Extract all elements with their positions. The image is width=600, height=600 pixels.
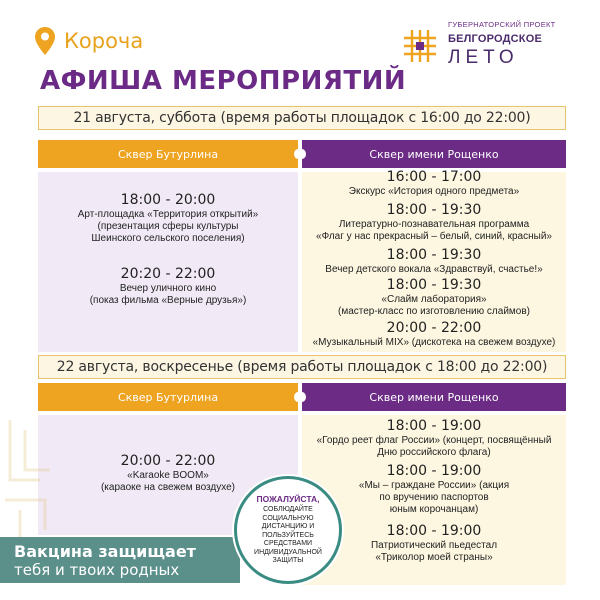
event-desc: (презентация сферы культуры (97, 221, 239, 232)
event-desc: «Музыкальный MIX» (дискотека на свежем воздухе) (312, 337, 556, 348)
logo-bottom-text: ЛЕТО (448, 47, 519, 68)
logo-mid-text: БЕЛГОРОДСКОЕ (448, 33, 542, 45)
event-time: 20:20 - 22:00 (120, 266, 216, 282)
vaccine-banner (0, 537, 240, 583)
city-label (34, 26, 143, 56)
event-desc: Шеинского сельского поселения) (91, 233, 245, 244)
event-desc: (мастер-класс по изготовлению слаймов) (337, 306, 530, 317)
event-item (302, 169, 566, 198)
safety-badge (234, 476, 342, 584)
event-desc: (караоке на свежем воздухе) (100, 482, 236, 493)
schedule-cell-right-day1 (302, 169, 566, 352)
event-desc: Литературно-познавательная программа (338, 219, 530, 230)
event-item (302, 277, 566, 318)
logo-top-text: ГУБЕРНАТОРСКИЙ ПРОЕКТ (448, 20, 556, 29)
event-desc: «Слайм лаборатория» (381, 294, 487, 305)
date-bar-day2: 22 августа, воскресенье (время работы площадок с 18:00 до 22:00) (38, 355, 566, 379)
event-item (38, 192, 298, 245)
logo-grid-icon (402, 28, 438, 64)
event-time: 18:00 - 19:00 (386, 463, 482, 479)
event-time: 18:00 - 19:30 (386, 277, 482, 293)
event-desc: Вечер уличного кино (119, 283, 217, 294)
event-desc: Экскурс «История одного предмета» (348, 186, 520, 197)
event-desc: по вручению паспортов (379, 492, 489, 503)
event-time: 20:00 - 22:00 (386, 320, 482, 336)
logo (402, 20, 560, 72)
venue-header-left-day2 (38, 383, 298, 411)
badge-title: ПОЖАЛУЙСТА, (256, 494, 320, 505)
event-desc: юным корочанцам) (389, 504, 479, 515)
event-item (302, 202, 566, 243)
event-desc: Дню российского флага) (377, 447, 491, 458)
event-time: 16:00 - 17:00 (386, 169, 482, 185)
event-time: 18:00 - 19:30 (386, 247, 482, 263)
event-desc: Арт-площадка «Территория открытий» (77, 209, 259, 220)
date-bar-day1: 21 августа, суббота (время работы площадок с 16:00 до 22:00) (38, 106, 566, 130)
venue-label: Сквер имени Рощенко (369, 147, 499, 161)
event-item (302, 320, 566, 349)
event-time: 18:00 - 19:00 (386, 523, 482, 539)
event-item (38, 266, 298, 307)
event-time: 18:00 - 20:00 (120, 192, 216, 208)
background-pattern-icon (0, 410, 60, 550)
event-time: 20:00 - 22:00 (120, 453, 216, 469)
event-desc: «Гордо реет флаг России» (концерт, посвящённый (316, 435, 552, 446)
vaccine-line1: Вакцина защищает (14, 542, 196, 561)
ticket-notch (298, 392, 306, 402)
event-desc: Патриотический пьедестал (370, 540, 498, 551)
vaccine-line2: тебя и твоих родных (14, 561, 180, 579)
venue-header-right-day1 (302, 140, 566, 168)
location-pin-icon (34, 26, 56, 56)
event-time: 18:00 - 19:30 (386, 202, 482, 218)
venue-header-left-day1 (38, 140, 298, 168)
venue-header-right-day2 (302, 383, 566, 411)
schedule-cell-right-day2 (302, 415, 566, 585)
event-desc: (показ фильма «Верные друзья») (89, 295, 247, 306)
venue-label: Сквер имени Рощенко (369, 390, 499, 404)
venue-label: Сквер Бутурлина (117, 147, 219, 161)
event-item (302, 247, 566, 276)
page-title: АФИША МЕРОПРИЯТИЙ (40, 66, 407, 96)
event-time: 18:00 - 19:00 (386, 418, 482, 434)
event-desc: «Триколор моей страны» (375, 552, 493, 563)
event-item (302, 463, 566, 516)
event-desc: Вечер детского вокала «Здравствуй, счастье!» (325, 264, 543, 275)
event-item (302, 418, 566, 459)
venue-label: Сквер Бутурлина (117, 390, 219, 404)
schedule-cell-left-day1 (38, 172, 298, 352)
badge-text: СОБЛЮДАЙТЕ СОЦИАЛЬНУЮ ДИСТАНЦИЮ И ПОЛЬЗУЙТЕСЬ СРЕДСТВАМИ ИНДИВИДУАЛЬНОЙ ЗАЩИТЫ (254, 506, 322, 565)
event-desc: «Флаг у нас прекрасный – белый, синий, красный» (316, 231, 552, 242)
ticket-notch (298, 149, 306, 159)
event-desc: «Мы – граждане России» (акция (358, 480, 510, 491)
event-desc: «Karaoke BOOM» (127, 470, 209, 481)
city-name: Короча (64, 29, 144, 53)
